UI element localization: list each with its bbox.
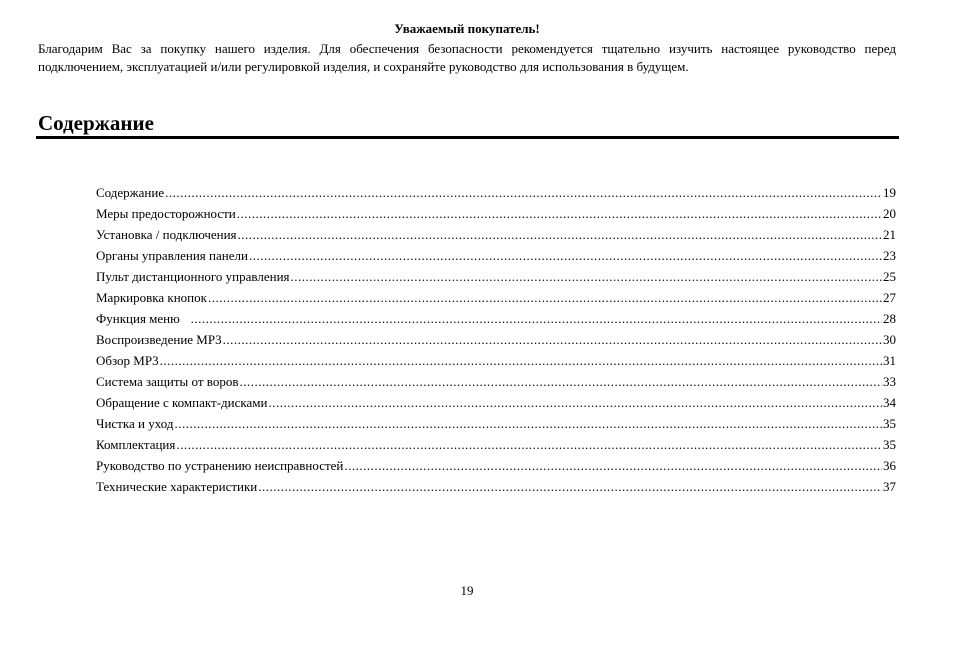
toc-entry-title: Органы управления панели <box>96 248 248 263</box>
toc-dot-leader <box>223 329 882 350</box>
toc-entry-title: Чистка и уход <box>96 416 174 431</box>
toc-entry-title: Установка / подключения <box>96 227 237 242</box>
toc-entry-page: 19 <box>883 185 896 200</box>
toc-entry-title: Маркировка кнопок <box>96 290 207 305</box>
toc-entry-title: Система защиты от воров <box>96 374 239 389</box>
toc-entry-title: Руководство по устранению неисправностей <box>96 458 344 473</box>
toc-entry-page: 33 <box>883 374 896 389</box>
toc-entry-title: Обзор MP3 <box>96 353 159 368</box>
toc-dot-leader <box>249 245 882 266</box>
toc-entry-page: 20 <box>883 206 896 221</box>
toc-entry-title: Обращение с компакт-дисками <box>96 395 268 410</box>
toc-entry-page: 25 <box>883 269 896 284</box>
toc-entry-title: Воспроизведение MP3 <box>96 332 222 347</box>
toc-entry-page: 28 <box>883 311 896 326</box>
toc-entry-title: Содержание <box>96 185 165 200</box>
toc-dot-leader <box>344 455 882 476</box>
toc-dot-leader <box>176 434 882 455</box>
toc-entry[interactable] <box>96 182 896 203</box>
toc-entry[interactable] <box>96 350 896 371</box>
intro-paragraph: Благодарим Вас за покупку нашего изделия. Для обеспечения безопасности рекомендуется тщательно изучить настоящее руководство перед подключением, эксплуатацией и/или регулировкой изделия, и сохраняйте руководство для использования в будущем. <box>38 41 896 74</box>
greeting-title: Уважаемый покупатель! <box>394 21 540 36</box>
toc-dot-leader <box>258 476 882 497</box>
toc-entry[interactable] <box>96 434 896 455</box>
toc-entry-title: Комплектация <box>96 437 176 452</box>
toc-dot-leader <box>240 371 883 392</box>
toc-entry[interactable] <box>96 287 896 308</box>
toc-entry-page: 34 <box>883 395 896 410</box>
toc-entry[interactable] <box>96 392 896 413</box>
toc-dot-leader <box>174 413 882 434</box>
toc-dot-leader <box>268 392 882 413</box>
toc-entry-page: 31 <box>883 353 896 368</box>
toc-entry[interactable] <box>96 329 896 350</box>
toc-entry-page: 27 <box>883 290 896 305</box>
toc-entry[interactable] <box>96 308 896 329</box>
toc-entry-page: 35 <box>883 416 896 431</box>
toc-entry-title: Функция меню <box>96 311 190 326</box>
toc-entry[interactable] <box>96 224 896 245</box>
toc-entry-page: 37 <box>883 479 896 494</box>
toc-entry-title: Меры предосторожности <box>96 206 236 221</box>
toc-entry-page: 21 <box>883 227 896 242</box>
contents-heading: Содержание <box>38 111 154 135</box>
toc-entry-page: 36 <box>883 458 896 473</box>
toc-dot-leader <box>291 266 882 287</box>
toc-entry[interactable] <box>96 455 896 476</box>
toc-entry[interactable] <box>96 476 896 497</box>
toc-entry-title: Пульт дистанционного управления <box>96 269 290 284</box>
toc-dot-leader <box>165 182 882 203</box>
toc-dot-leader <box>160 350 882 371</box>
toc-dot-leader <box>208 287 882 308</box>
toc-dot-leader <box>238 224 882 245</box>
toc-entry-page: 23 <box>883 248 896 263</box>
toc-entry[interactable] <box>96 203 896 224</box>
toc-entry[interactable] <box>96 413 896 434</box>
toc-entry-page: 30 <box>883 332 896 347</box>
toc-entry[interactable] <box>96 371 896 392</box>
toc-entry[interactable] <box>96 266 896 287</box>
toc-entry[interactable] <box>96 245 896 266</box>
toc-dot-leader <box>237 203 882 224</box>
table-of-contents <box>96 182 896 497</box>
toc-dot-leader <box>191 308 882 329</box>
toc-entry-title: Технические характеристики <box>96 479 258 494</box>
toc-entry-page: 35 <box>883 437 896 452</box>
heading-underline <box>36 136 899 139</box>
page-number: 19 <box>460 583 474 598</box>
